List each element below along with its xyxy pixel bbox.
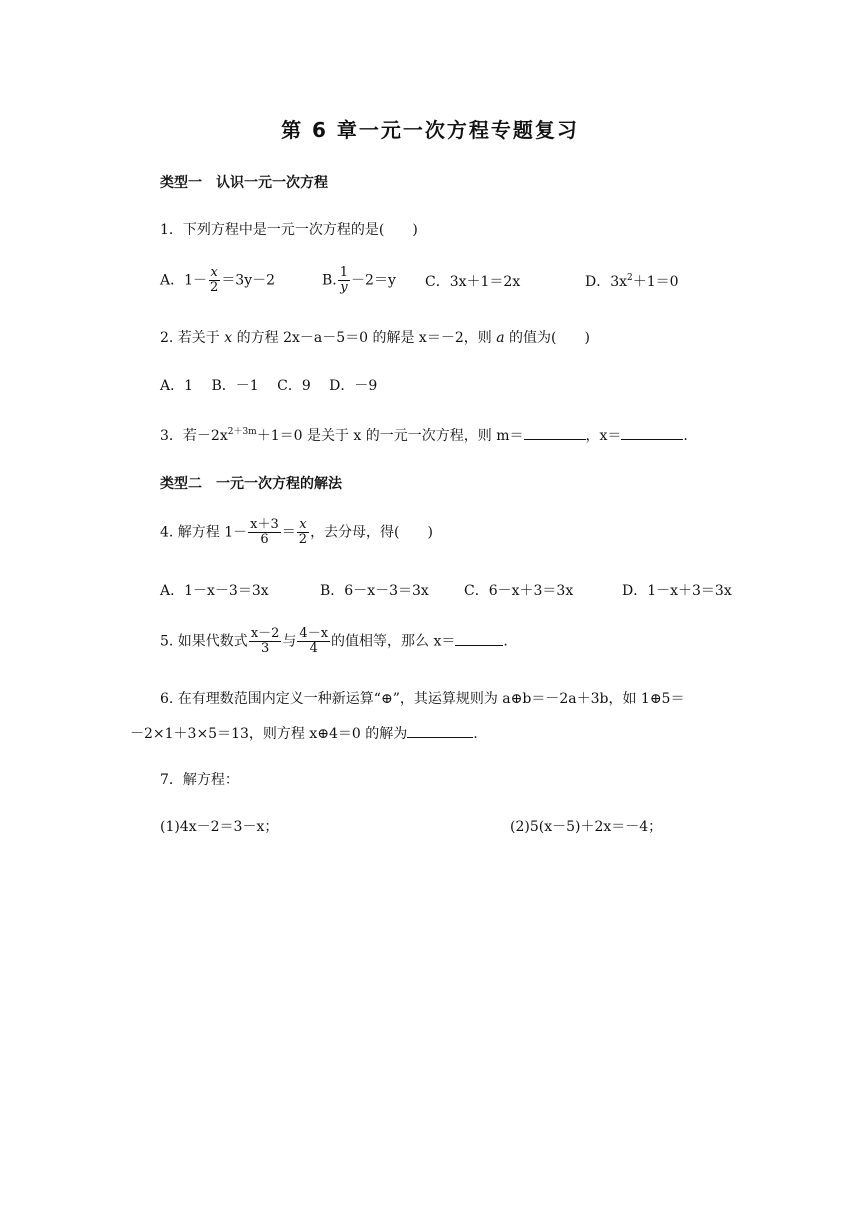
fraction-denominator: 2 <box>210 280 219 295</box>
fraction-denominator: 2 <box>298 532 308 547</box>
fraction-numerator: 4－x <box>299 626 329 641</box>
fraction-1 <box>248 518 281 547</box>
stem-text: ，去分母，得( ) <box>310 524 433 541</box>
question-4-option-a: A．1－x－3＝3x <box>160 583 269 599</box>
fraction-numerator: x <box>210 265 218 280</box>
question-3-stem <box>160 425 688 445</box>
option-a-suffix: ＝3y－2 <box>221 272 276 289</box>
fraction-denominator: y <box>340 280 348 295</box>
option-b-fraction <box>338 266 350 295</box>
question-7-part-2: (2)5(x－5)＋2x＝－4； <box>510 819 663 835</box>
stem-text: . <box>683 428 688 444</box>
fraction-numerator: 1 <box>339 265 349 280</box>
question-4-option-b: B．6－x－3＝3x <box>320 583 429 599</box>
stem-text: . <box>473 726 478 742</box>
question-2-options: A．1 B．－1 C．9 D．－9 <box>160 378 378 394</box>
question-4-option-d: D．1－x＋3＝3x <box>622 583 732 599</box>
page-title: 第 6 章一元一次方程专题复习 <box>281 118 579 142</box>
variable-x: x <box>224 330 233 346</box>
question-1-option-d <box>585 273 679 291</box>
fraction-denominator: 3 <box>260 641 270 656</box>
question-4-option-c: C．6－x＋3＝3x <box>464 583 574 599</box>
fraction-2 <box>297 518 309 547</box>
question-6-line-2 <box>130 723 478 743</box>
question-1-option-a <box>160 266 275 295</box>
option-b-prefix: B. <box>322 272 337 289</box>
option-d-prefix: D．3x <box>585 274 628 290</box>
stem-text: 4. 解方程 1－ <box>160 524 248 541</box>
fraction-denominator: 4 <box>309 641 318 656</box>
variable-a: a <box>496 330 505 346</box>
stem-text: 与 <box>282 633 297 650</box>
fraction-1 <box>249 627 282 656</box>
answer-blank-x[interactable] <box>621 425 683 440</box>
option-d-exponent: 2 <box>627 273 633 283</box>
fraction-2 <box>297 627 330 656</box>
question-7-stem: 7．解方程： <box>160 772 239 788</box>
stem-text: 2. 若关于 <box>160 330 225 346</box>
stem-text: 的值相等，那么 x＝ <box>331 633 456 650</box>
fraction-numerator: x <box>299 517 307 532</box>
question-1-option-b <box>322 266 396 295</box>
stem-text: ＋1＝0 是关于 x 的一元一次方程，则 m＝ <box>256 428 524 444</box>
option-b-suffix: －2＝y <box>351 272 396 289</box>
question-6-line-1: 6. 在有理数范围内定义一种新运算“⊕”，其运算规则为 a⊕b＝－2a＋3b，如 1⊕5＝ <box>160 691 685 707</box>
answer-blank-x[interactable] <box>455 631 503 646</box>
fraction-numerator: x＋3 <box>250 517 279 532</box>
stem-text: . <box>503 633 508 650</box>
question-1-stem: 1．下列方程中是一元一次方程的是( ) <box>160 222 418 238</box>
option-a-fraction <box>208 266 220 295</box>
option-d-suffix: ＋1＝0 <box>632 274 679 290</box>
fraction-denominator: 6 <box>260 532 269 547</box>
answer-blank-m[interactable] <box>524 425 586 440</box>
stem-text: ＝ <box>281 524 296 541</box>
answer-blank-solution[interactable] <box>407 723 473 738</box>
stem-text: 5. 如果代数式 <box>160 633 248 650</box>
section-heading-2: 类型二 一元一次方程的解法 <box>160 476 342 492</box>
stem-text: 的方程 2x－a－5＝0 的解是 x＝－2，则 <box>232 330 497 346</box>
question-5-stem <box>160 627 508 656</box>
fraction-numerator: x－2 <box>250 626 280 641</box>
exponent: 2＋3m <box>227 427 257 437</box>
question-4-stem <box>160 518 433 547</box>
question-2-stem <box>160 329 590 347</box>
question-7-part-1: (1)4x－2＝3－x； <box>160 819 279 835</box>
question-1-option-c: C．3x＋1＝2x <box>425 274 521 290</box>
stem-text: －2×1＋3×5＝13，则方程 x⊕4＝0 的解为 <box>130 726 408 742</box>
section-heading-1: 类型一 认识一元一次方程 <box>160 175 328 191</box>
stem-text: 3．若－2x <box>160 428 228 444</box>
option-a-prefix: A．1－ <box>160 272 208 289</box>
stem-text: ，x＝ <box>585 428 622 444</box>
stem-text: 的值为( ) <box>504 330 590 346</box>
